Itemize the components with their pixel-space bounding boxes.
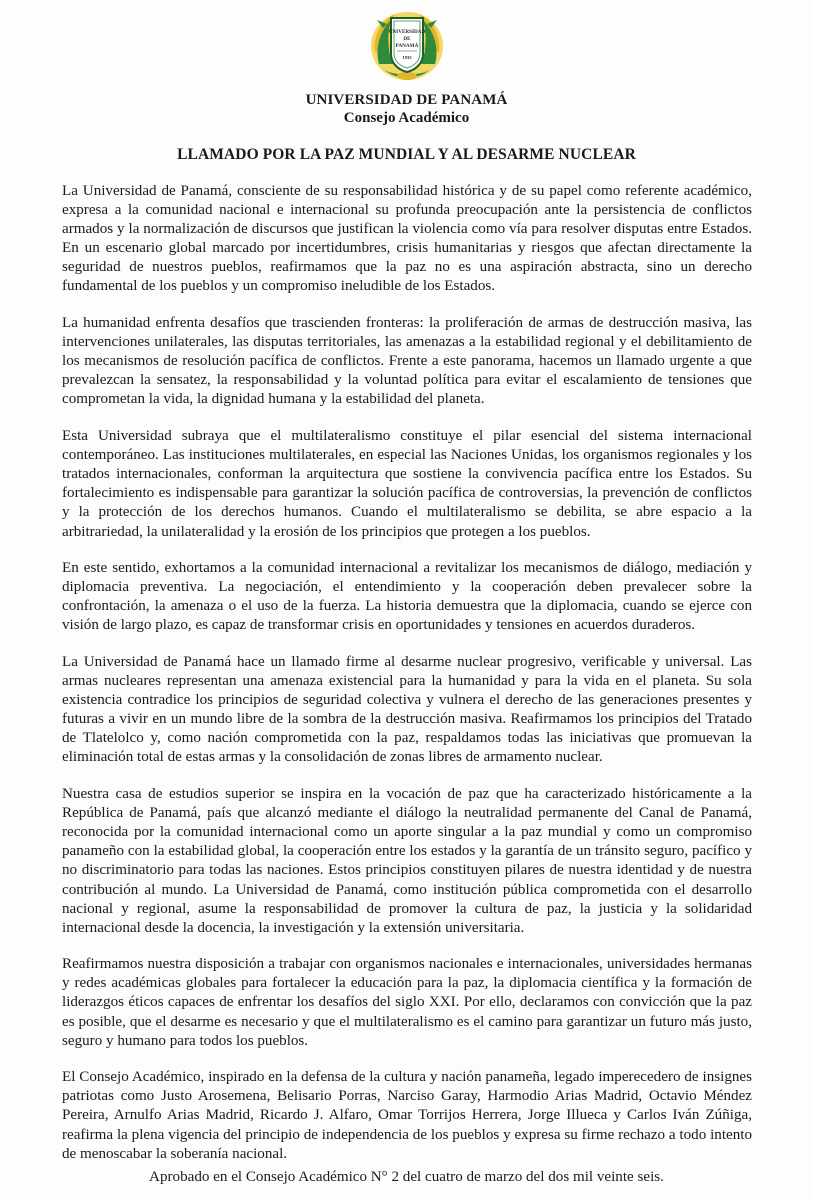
- seal-mid-text: DE: [403, 36, 411, 42]
- university-seal: [369, 6, 445, 82]
- paragraph: Reafirmamos nuestra disposición a trabajar con organismos nacionales e internacionales, universidades hermanas y redes académicas globales para fortalecer la educación para la paz, la diplomacia científica y la formación de liderazgos éticos capaces de enfrentar los desafíos del siglo XXI. Por ello, declaramos con convicción que la paz es posible, que el desarme es necesario y que el multilateralismo es el camino para garantizar un futuro más justo, seguro y humano para todos los pueblos.: [62, 956, 752, 1049]
- document-body: [62, 182, 752, 1181]
- paragraph: La Universidad de Panamá hace un llamado firme al desarme nuclear progresivo, verificable y universal. Las armas nucleares representan una amenaza existencial para la humanidad y para la vida en el planeta. Su sola existencia contradice los principios de seguridad colectiva y vulnera el derecho de las generaciones presentes y futuras a vivir en un mundo libre de la sombra de la destrucción masiva. Reafirmamos los principios del Tratado de Tlatelolco y, como nación comprometida con la paz, respaldamos todas las iniciativas que promuevan la eliminación total de estas armas y la consolidación de zonas libres de armamento nuclear.: [62, 653, 752, 766]
- paragraph: La humanidad enfrenta desafíos que trascienden fronteras: la proliferación de armas de destrucción masiva, las intervenciones unilaterales, las disputas territoriales, las amenazas a la estabilidad regional y el debilitamiento de los mecanismos de resolución pacífica de conflictos. Frente a este panorama, hacemos un llamado urgente a que prevalezcan la sensatez, la responsabilidad y la voluntad política para evitar el escalamiento de tensiones que comprometan la vida, la dignidad humana y la estabilidad del planeta.: [62, 315, 752, 408]
- seal-emblem-icon: [369, 6, 445, 82]
- paragraph: El Consejo Académico, inspirado en la defensa de la cultura y nación panameña, legado imperecedero de insignes patriotas como Justo Arosemena, Belisario Porras, Narciso Garay, Harmodio Arias Madrid, Octavio Méndez Pereira, Arnulfo Arias Madrid, Ricardo J. Alfaro, Omar Torrijos Herrera, Jorge Illueca y Carlos Iván Zúñiga, reafirma la plena vigencia del principio de independencia de los pueblos y expresa su firme rechazo a todo intento de menoscabar la soberanía nacional.: [62, 1069, 752, 1162]
- paragraph: En este sentido, exhortamos a la comunidad internacional a revitalizar los mecanismos de diálogo, mediación y diplomacia preventiva. La negociación, el entendimiento y la cooperación deben prevalecer sobre la confrontación, la amenaza o el uso de la fuerza. La historia demuestra que la diplomacia, cuando se ejerce con visión de largo plazo, es capaz de transformar crisis en oportunidades y tensiones en acuerdos duraderos.: [62, 560, 752, 634]
- university-name: UNIVERSIDAD DE PANAMÁ: [305, 92, 508, 108]
- document-header: [0, 91, 813, 127]
- document-title: LLAMADO POR LA PAZ MUNDIAL Y AL DESARME NUCLEAR: [177, 146, 636, 163]
- seal-year: 1935: [402, 55, 412, 60]
- approval-note: Aprobado en el Consejo Académico N° 2 del cuatro de marzo del dos mil veinte seis.: [149, 1169, 664, 1185]
- seal-top-text: UNIVERSIDAD: [388, 29, 426, 35]
- paragraph: La Universidad de Panamá, consciente de su responsabilidad histórica y de su papel como referente académico, expresa a la comunidad nacional e internacional su profunda preocupación ante la persistencia de conflictos armados y la normalización de discursos que justifican la violencia como vía para resolver disputas entre Estados. En un escenario global marcado por incertidumbres, crisis humanitarias y riesgos que afectan directamente la seguridad de nuestros pueblos, reafirmamos que la paz no es una aspiración abstracta, sino un derecho fundamental de los pueblos y un compromiso ineludible de los Estados.: [62, 183, 752, 295]
- seal-bottom-text: PANAMÁ: [395, 43, 419, 49]
- paragraph: Esta Universidad subraya que el multilateralismo constituye el pilar esencial del sistema internacional contemporáneo. Las instituciones multilaterales, en especial las Naciones Unidas, los organismos regionales y los tratados internacionales, conforman la arquitectura que sostiene la convivencia pacífica entre los Estados. Su fortalecimiento es indispensable para garantizar la solución pacífica de controversias, la prevención de conflictos y la protección de los derechos humanos. Cuando el multilateralismo se debilita, se abre espacio a la arbitrariedad, la unilateralidad y la erosión de los principios que protegen a los pueblos.: [62, 428, 752, 540]
- paragraph: Nuestra casa de estudios superior se inspira en la vocación de paz que ha caracterizado históricamente a la República de Panamá, país que alcanzó mediante el diálogo la neutralidad permanente del Canal de Panamá, reconocida por la comunidad internacional como un aporte singular a la paz mundial y como un compromiso panameño con la estabilidad global, la cooperación entre los estados y la garantía de un tránsito seguro, pacífico y no discriminatorio para todas las naciones. Estos principios constituyen pilares de nuestra identidad y de nuestra contribución al mundo. La Universidad de Panamá, como institución pública comprometida con el desarrollo nacional y regional, asume la responsabilidad de promover la cultura de paz, la justicia y la solidaridad internacional desde la docencia, la investigación y la extensión universitaria.: [62, 786, 752, 936]
- council-name: Consejo Académico: [343, 110, 470, 126]
